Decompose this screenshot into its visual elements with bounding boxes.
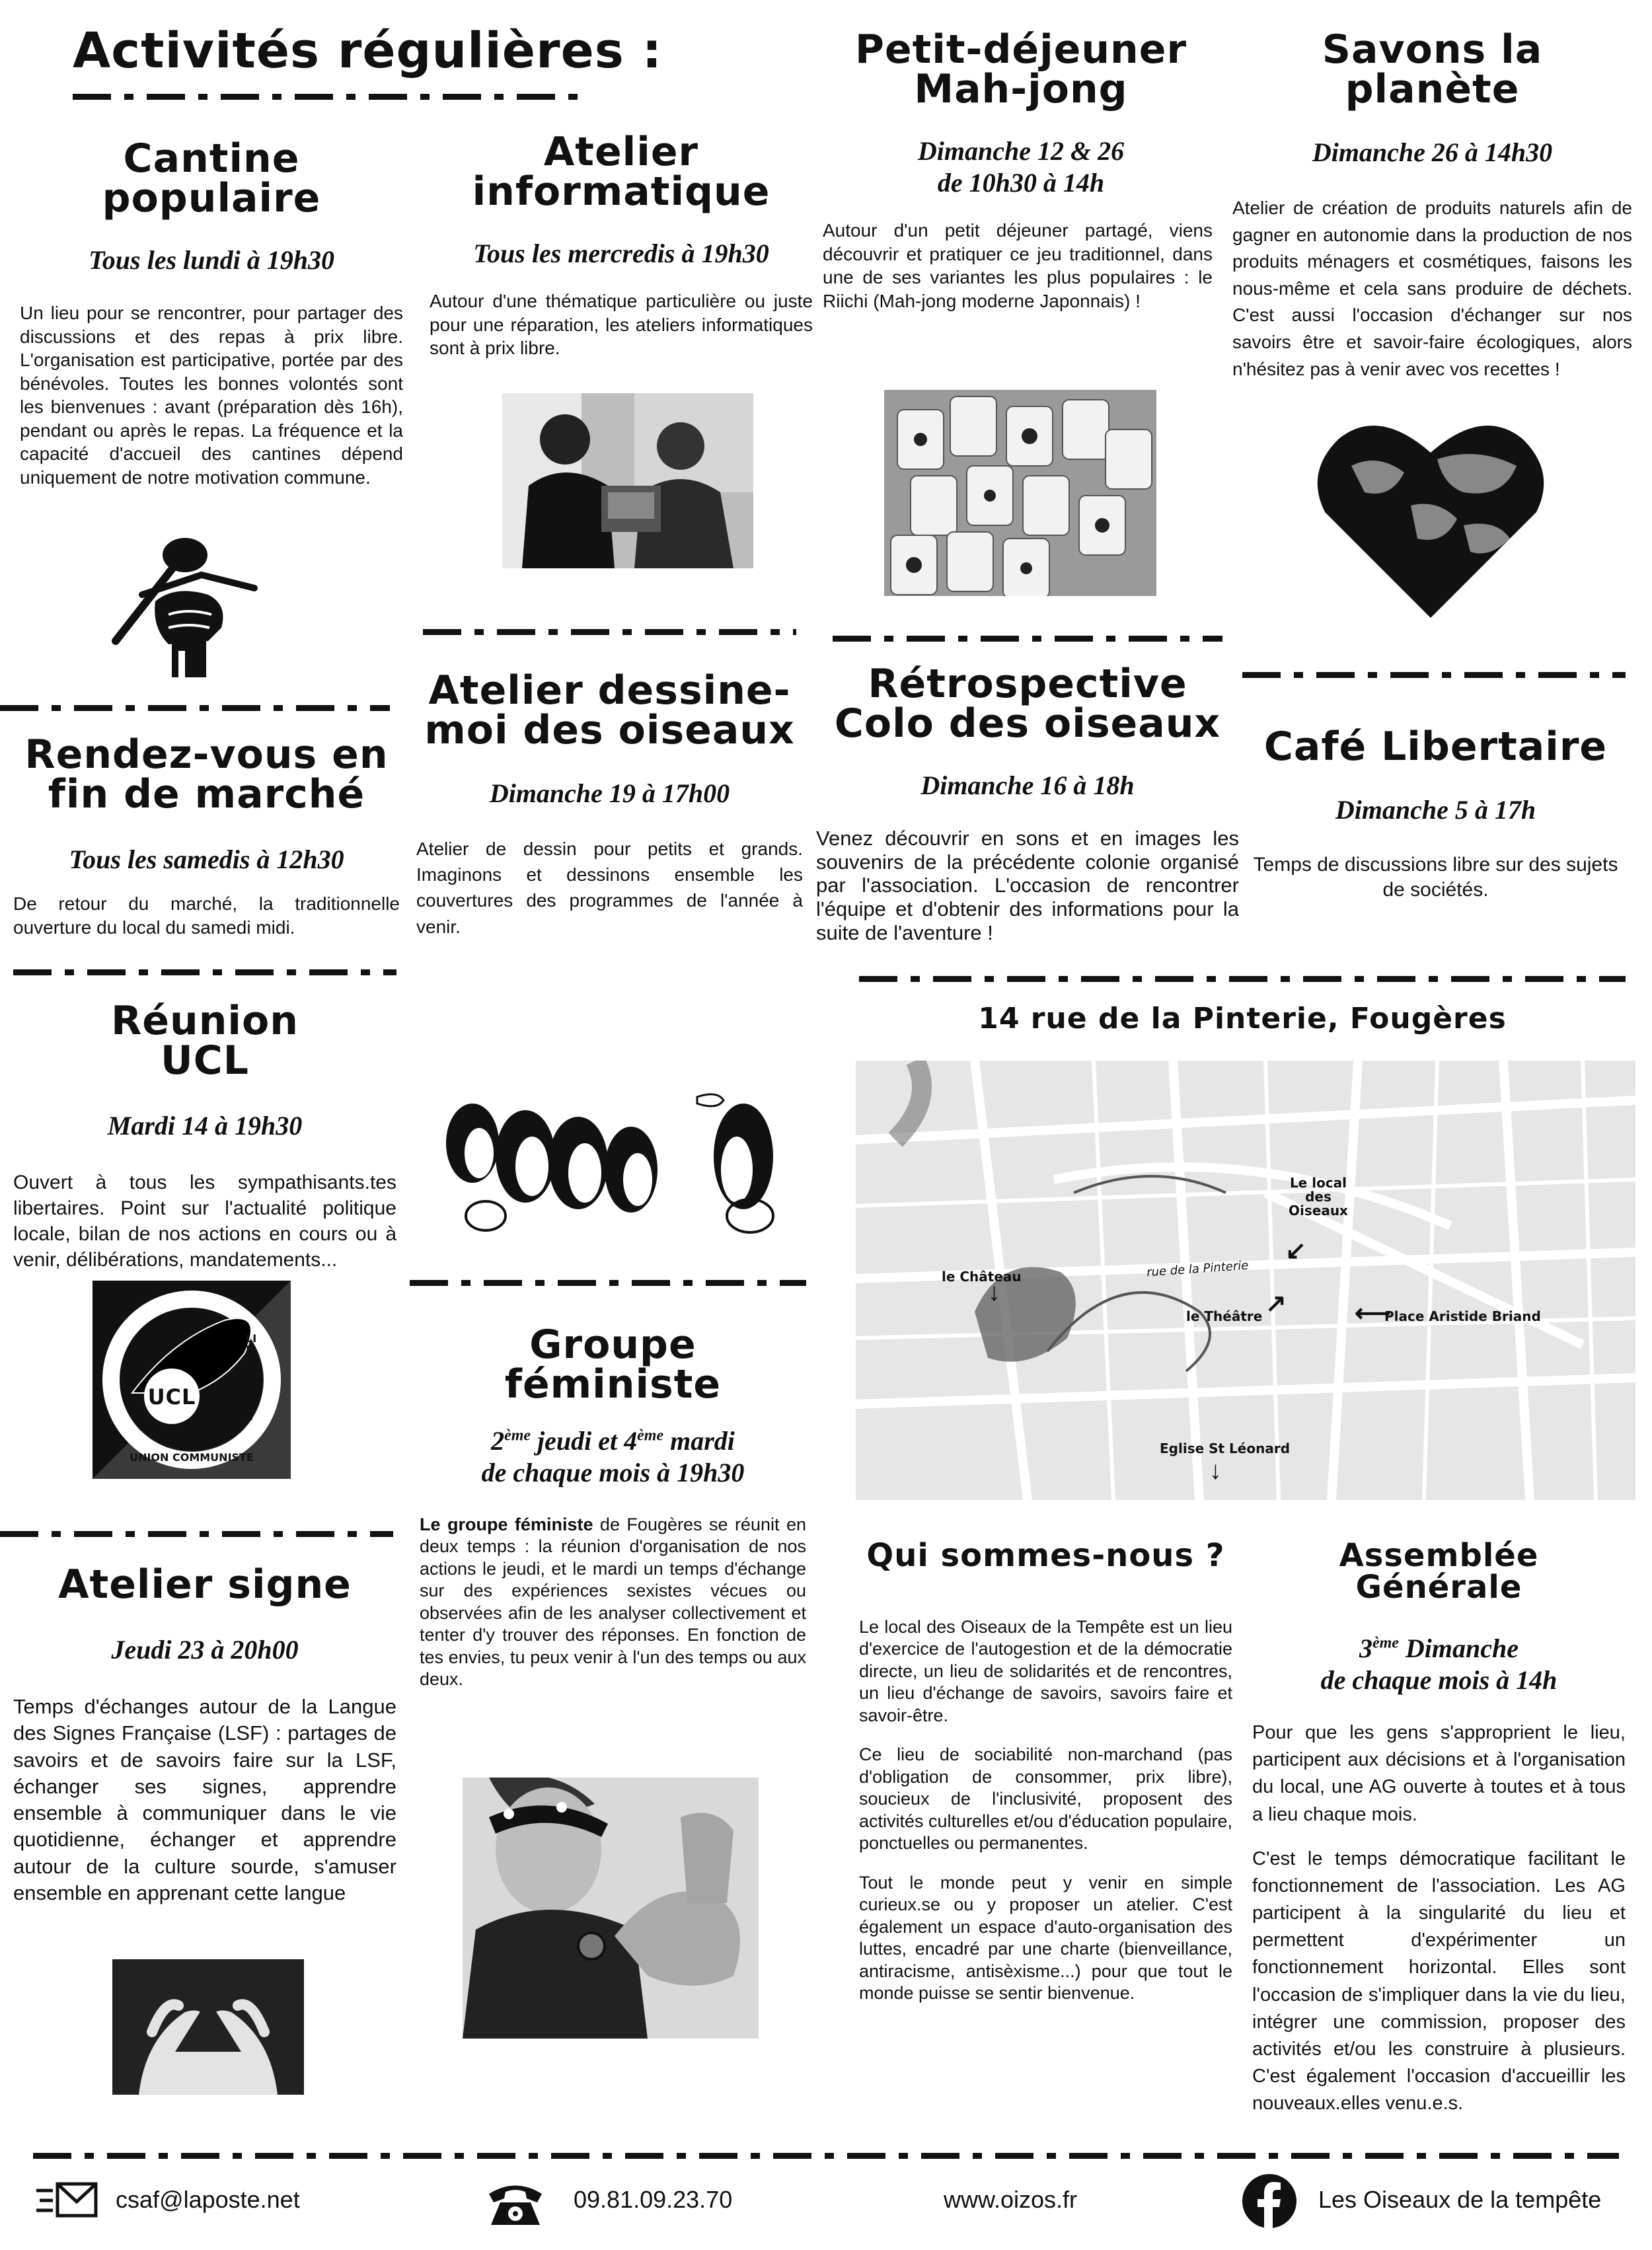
map-label-theatre: le Théâtre: [1186, 1308, 1263, 1324]
mahjong-when-l1: Dimanche 12 & 26: [917, 136, 1125, 166]
section-cafe: [1246, 724, 1626, 903]
map-label-place: Place Aristide Briand: [1384, 1308, 1541, 1324]
computer-workshop-photo: [502, 393, 753, 568]
marche-text: De retour du marché, la traditionnelle ouverture du local du samedi midi.: [13, 893, 400, 938]
facebook-icon[interactable]: [1242, 2174, 1296, 2228]
marche-title-l1: Rendez-vous en: [24, 731, 389, 778]
info-title-l1: Atelier: [543, 129, 699, 175]
divider: [1242, 672, 1626, 678]
footer-facebook[interactable]: Les Oiseaux de la tempête: [1318, 2186, 1602, 2213]
section-mahjong: [823, 26, 1219, 313]
divider: [0, 705, 390, 711]
ag-when: [1252, 1633, 1626, 1696]
qui-p1: Le local des Oiseaux de la Tempête est un lieu d'exercice de l'autogestion et de la démocratie directe, un lieu de solidarités et de rencontres, un lieu d'échange de savoirs, savoirs faire et savoir-être.: [859, 1617, 1232, 1725]
cantine-title: [20, 135, 403, 221]
dessin-title-l2: moi des oiseaux: [424, 707, 795, 753]
dessin-title-l1: Atelier dessine-: [428, 667, 791, 714]
qui-text: [859, 1616, 1232, 2005]
footer-phone[interactable]: 09.81.09.23.70: [574, 2186, 733, 2213]
section-ucl: [13, 998, 396, 1273]
divider: [33, 2153, 1619, 2159]
mahjong-when: [823, 135, 1219, 199]
feministe-when-b: jeudi et 4: [531, 1426, 638, 1456]
ag-title: Assemblée Générale: [1339, 1537, 1539, 1606]
planete-text: Atelier de création de produits naturels afin de gagner en autonomie dans la production de nos produits ménagers et cosmétiques, faisons les nous-même et cela sans produire de déchets. C'est aussi l'occasion d'échanger sur nos savoirs être et savoir-faire écologiques, alors n'hésitez pas à venir avec vos recettes !: [1232, 198, 1632, 379]
signe-title: Atelier signe: [58, 1561, 352, 1608]
ag-when-b: Dimanche: [1398, 1633, 1519, 1663]
page-title: Activités régulières :: [73, 22, 663, 79]
divider: [13, 969, 396, 975]
feministe-title-l1: Groupe: [529, 1322, 696, 1368]
fist-spoon-icon: [96, 529, 268, 681]
marche-title: [13, 731, 400, 817]
mahjong-tiles-photo: [884, 390, 1156, 596]
globe-heart-icon: [1312, 413, 1550, 624]
marche-title-l2: fin de marché: [48, 771, 365, 817]
mahjong-title-l2: Mah-jong: [914, 66, 1128, 112]
ucl-title-l1: Réunion: [111, 998, 299, 1044]
ucl-text: Ouvert à tous les sympathisants.tes libertaires. Point sur l'actualité politique locale, bilan de nos actions en cours ou à venir, délibérations, mandatements...: [13, 1172, 396, 1271]
ucl-logo: [93, 1281, 291, 1479]
ag-when-l2: de chaque mois à 14h: [1320, 1665, 1558, 1695]
ag-text: [1252, 1719, 1626, 2117]
feministe-text-body: de Fougères se réunit en deux temps : la réunion d'organisation de nos actions le jeudi, et le mardi un temps d'échange sur des expériences sexistes vécues ou observées afin de les analyser collectivement et tenter d'y trouver des réponses. En fonction de tes envies, tu peux venir à l'un des temps ou aux deux.: [420, 1515, 806, 1690]
section-planete: [1232, 26, 1632, 383]
arrow-icon: ↓: [988, 1279, 1000, 1306]
ucl-logo-ring-right: LIBERTAIRE: [246, 1332, 258, 1423]
feministe-when-l2: de chaque mois à 19h30: [481, 1458, 745, 1487]
dessin-when: Dimanche 19 à 17h00: [489, 778, 730, 808]
signe-when: Jeudi 23 à 20h00: [111, 1635, 299, 1665]
mahjong-title-l1: Petit-déjeuner: [854, 26, 1187, 73]
section-ag: [1252, 1537, 1626, 2117]
cafe-text: Temps de discussions libre sur des sujets de sociétés.: [1253, 854, 1618, 901]
section-dessin: [416, 667, 803, 940]
info-title: [430, 129, 813, 215]
cantine-text: Un lieu pour se rencontrer, pour partager des discussions et des repas à prix libre. L'organisation est participative, portée par des bénévoles. Toutes les bonnes volontés sont les bienvenues : avant (préparation dès 16h), pendant ou après le repas. La fréquence et la capacité d'accueil des cantines dépend uniquement de notre motivation commune.: [20, 303, 403, 488]
section-feministe: [420, 1322, 806, 1691]
ucl-title: [13, 998, 396, 1084]
divider: [859, 976, 1626, 982]
arrow-icon: ⟵: [1355, 1300, 1391, 1328]
arrow-icon: ↓: [1209, 1457, 1222, 1485]
feministe-when-b-sup: ème: [637, 1427, 664, 1444]
section-informatique: [430, 129, 813, 360]
feministe-when-l1: [420, 1425, 806, 1457]
footer-email[interactable]: csaf@laposte.net: [116, 2186, 300, 2213]
retro-title-l1: Rétrospective: [868, 661, 1187, 707]
penguins-drawing: [406, 1057, 803, 1249]
planete-title: Savons la planète: [1322, 26, 1543, 112]
arrow-icon: ↙: [1285, 1237, 1306, 1265]
mahjong-when-l2: de 10h30 à 14h: [937, 168, 1105, 198]
qui-p3: Tout le monde peut y venir en simple curieux.se ou y proposer un atelier. C'est également un espace d'auto-organisation des luttes, encadré par une charte (bienveillance, antiracisme, antisèxisme...) pour que tout le monde puisse se sentir bienvenue.: [859, 1872, 1232, 2004]
footer-web[interactable]: www.oizos.fr: [944, 2186, 1078, 2213]
dessin-title: [416, 667, 803, 753]
cantine-title-l2: populaire: [102, 175, 321, 221]
feministe-text: [420, 1514, 806, 1691]
mahjong-title: [823, 26, 1219, 112]
section-marche: [13, 731, 400, 939]
cantine-when: Tous les lundi à 19h30: [89, 245, 334, 275]
info-when: Tous les mercredis à 19h30: [473, 239, 769, 268]
map-label-local-l2: des: [1305, 1189, 1332, 1205]
ucl-logo-center: UCL: [147, 1384, 196, 1409]
feministe-when-a: 2: [491, 1426, 505, 1456]
sign-language-hands-photo: [112, 1959, 304, 2095]
section-retro: [816, 661, 1239, 944]
divider: [833, 636, 1222, 642]
divider: [73, 94, 588, 100]
feministe-text-bold: Le groupe féministe: [420, 1515, 593, 1534]
feministe-title: [420, 1322, 806, 1407]
cafe-title: Café Libertaire: [1263, 724, 1608, 770]
ucl-title-l2: UCL: [161, 1037, 249, 1084]
cantine-title-l1: Cantine: [123, 135, 300, 182]
mahjong-text: Autour d'un petit déjeuner partagé, viens découvrir et pratiquer ce jeu traditionnel, dans une de ses variantes les plus populaires : le Riichi (Mah-jong moderne Japonnais) !: [823, 220, 1213, 311]
ag-when-a: 3: [1359, 1633, 1372, 1663]
section-signe: [13, 1561, 396, 1906]
ucl-when: Mardi 14 à 19h30: [107, 1111, 303, 1141]
map-label-local-l3: Oiseaux: [1289, 1203, 1348, 1219]
cafe-when: Dimanche 5 à 17h: [1335, 795, 1536, 825]
ag-when-l1: [1252, 1633, 1626, 1665]
divider: [0, 1531, 393, 1537]
map-label-local-l1: Le local: [1289, 1175, 1347, 1191]
feministe-when-a-sup: ème: [504, 1427, 531, 1444]
phone-icon: [486, 2177, 545, 2227]
retro-title-l2: Colo des oiseaux: [834, 700, 1221, 747]
section-qui: [859, 1537, 1232, 2005]
map-label-rue: rue de la Pinterie: [1146, 1258, 1249, 1280]
section-cantine: [20, 135, 403, 489]
dessin-text: Atelier de dessin pour petits et grands. Imaginons et dessinons ensemble les couvertures des programmes de l'année à venir.: [416, 839, 803, 937]
marche-when: Tous les samedis à 12h30: [69, 844, 344, 874]
ag-when-a-sup: ème: [1372, 1634, 1399, 1652]
map-label-local: [1289, 1176, 1348, 1218]
map-label-chateau: le Château: [942, 1269, 1022, 1285]
divider: [423, 629, 796, 635]
feministe-when-c: mardi: [663, 1426, 735, 1456]
map-label-eglise: Eglise St Léonard: [1160, 1441, 1291, 1456]
we-can-do-it-image: [463, 1778, 759, 2039]
mail-icon: [36, 2181, 99, 2220]
ag-p1: Pour que les gens s'approprient le lieu, participent aux décisions et à l'organisation du local, une AG ouverte à toutes et à tous a lieu chaque mois.: [1252, 1722, 1626, 1825]
retro-title: [816, 661, 1239, 747]
feministe-title-l2: féministe: [504, 1361, 722, 1407]
feministe-when: [420, 1425, 806, 1489]
qui-title: Qui sommes-nous ?: [866, 1537, 1225, 1574]
map-image: [856, 1061, 1635, 1500]
qui-p2: Ce lieu de sociabilité non-marchand (pas d'obligation de consommer, prix libre), soucieux de l'inclusivité, proposent des activités culturelles et/ou d'éducation populaire, ponctuelles ou permanentes.: [859, 1744, 1232, 1854]
map-title: 14 rue de la Pinterie, Fougères: [978, 1002, 1507, 1035]
arrow-icon: ↗: [1265, 1290, 1287, 1318]
info-title-l2: informatique: [472, 169, 770, 215]
ucl-logo-ring-bottom: UNION COMMUNISTE: [130, 1451, 254, 1464]
ag-p2: C'est le temps démocratique facilitant le fonctionnement de l'association. Les AG participent à la singularité du lieu et permettent d'expérimenter un fonctionnement horizontal. Elles sont l'occasion de s'impliquer dans la vie du lieu, intégrer une commission, proposer des activités et/ou les construire à plusieurs. C'est également l'occasion d'accueillir les nouveaux.elles venu.e.s.: [1252, 1848, 1626, 2115]
retro-when: Dimanche 16 à 18h: [920, 770, 1135, 800]
signe-text: Temps d'échanges autour de la Langue des Signes Française (LSF) : partages de savoirs et de savoirs faire sur la LSF, échanger ses signes, apprendre ensemble à communiquer dans le vie quotidienne, échanger et apprendre autour de la culture sourde, s'amuser ensemble en apprenant cette langue: [13, 1695, 396, 1905]
retro-text: Venez découvrir en sons et en images les souvenirs de la précédente colonie organisé par l'association. L'occasion de rencontrer l'équipe et d'obtenir des informations pour la suite de l'aventure !: [816, 827, 1239, 944]
planete-when: Dimanche 26 à 14h30: [1312, 137, 1553, 167]
divider: [410, 1280, 806, 1286]
info-text: Autour d'une thématique particulière ou juste pour une réparation, les ateliers informatiques sont à prix libre.: [430, 291, 813, 359]
